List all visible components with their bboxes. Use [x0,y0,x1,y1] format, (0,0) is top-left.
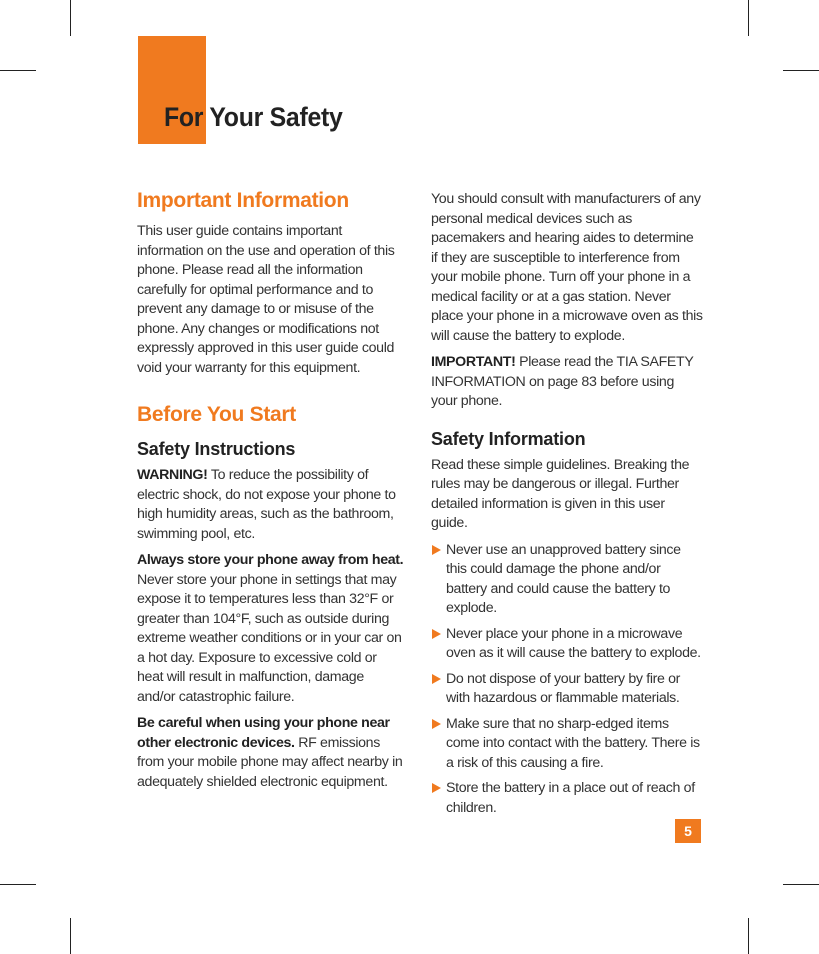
safety-information-heading: Safety Information [431,428,586,449]
safety-bullet-list [431,541,703,819]
crop-mark [783,884,819,885]
important-heading: Important Information [137,189,349,212]
left-column [137,188,405,799]
bullet-item [431,625,703,664]
important-text: Please read the TIA SAFETY INFORMATION on page 83 before using your phone. [431,354,694,409]
bullet-item [431,715,703,774]
important-label: IMPORTANT! [431,354,516,370]
crop-mark [70,0,71,36]
crop-mark [748,0,749,36]
page-number: 5 [675,819,701,843]
safety-instructions-heading: Safety Instructions [137,439,296,459]
heat-label: Always store your phone away from heat. [137,552,404,568]
important-paragraph [431,353,703,412]
triangle-bullet-icon [432,719,441,729]
bullet-item [431,670,703,709]
consult-paragraph: You should consult with manufacturers of any personal medical devices such as pacemakers and hearing aides to determine if they are susceptible to interference from your mobile phone. Turn off your phone in a medical facility or at a gas station. Never place your phone in a microwave oven as this will cause the battery to explode. [431,191,703,344]
electronic-label: Be careful when using your phone near other electronic devices. [137,715,390,751]
heat-paragraph [137,551,405,707]
warning-paragraph [137,466,405,544]
crop-mark [0,70,36,71]
crop-mark [783,70,819,71]
triangle-bullet-icon [432,545,441,555]
crop-mark [748,918,749,954]
bullet-text: Do not dispose of your battery by fire or with hazardous or flammable materials. [446,670,681,706]
page-title: For Your Safety [164,102,343,132]
triangle-bullet-icon [432,674,441,684]
before-start-heading: Before You Start [137,403,296,426]
right-column [431,190,703,824]
triangle-bullet-icon [432,783,441,793]
bullet-text: Store the battery in a place out of reach of children. [446,780,695,816]
crop-mark [0,884,36,885]
warning-text: To reduce the possibility of electric shock, do not expose your phone to high humidity areas, such as the bathroom, swimming pool, etc. [137,467,396,542]
important-body: This user guide contains important information on the use and operation of this phone. Please read all the information carefully for optimal performance and to prevent any damage to or misuse of the phone. Any changes or modifications not expressly approved in this user guide could void your warranty for this equipment. [137,223,395,376]
bullet-text: Never place your phone in a microwave oven as it will cause the battery to explode. [446,625,701,661]
warning-label: WARNING! [137,467,208,483]
safety-intro: Read these simple guidelines. Breaking the rules may be dangerous or illegal. Further detailed information is given in this user guide. [431,456,690,531]
bullet-item [431,779,703,818]
bullet-item [431,541,703,619]
triangle-bullet-icon [432,629,441,639]
heat-text: Never store your phone in settings that may expose it to temperatures less than 32°F or greater than 104°F, such as outside during extreme weather conditions or in your car on a hot day. Exposure to excessive cold or heat will result in malfunction, damage and/or catastrophic failure. [137,571,402,705]
electronic-text: RF emissions from your mobile phone may affect nearby in adequately shielded electronic equipment. [137,734,403,790]
crop-mark [70,918,71,954]
bullet-text: Make sure that no sharp-edged items come into contact with the battery. There is a risk of this causing a fire. [446,715,700,771]
bullet-text: Never use an unapproved battery since this could damage the phone and/or battery and could cause the battery to explode. [446,541,681,616]
electronic-paragraph [137,714,405,792]
